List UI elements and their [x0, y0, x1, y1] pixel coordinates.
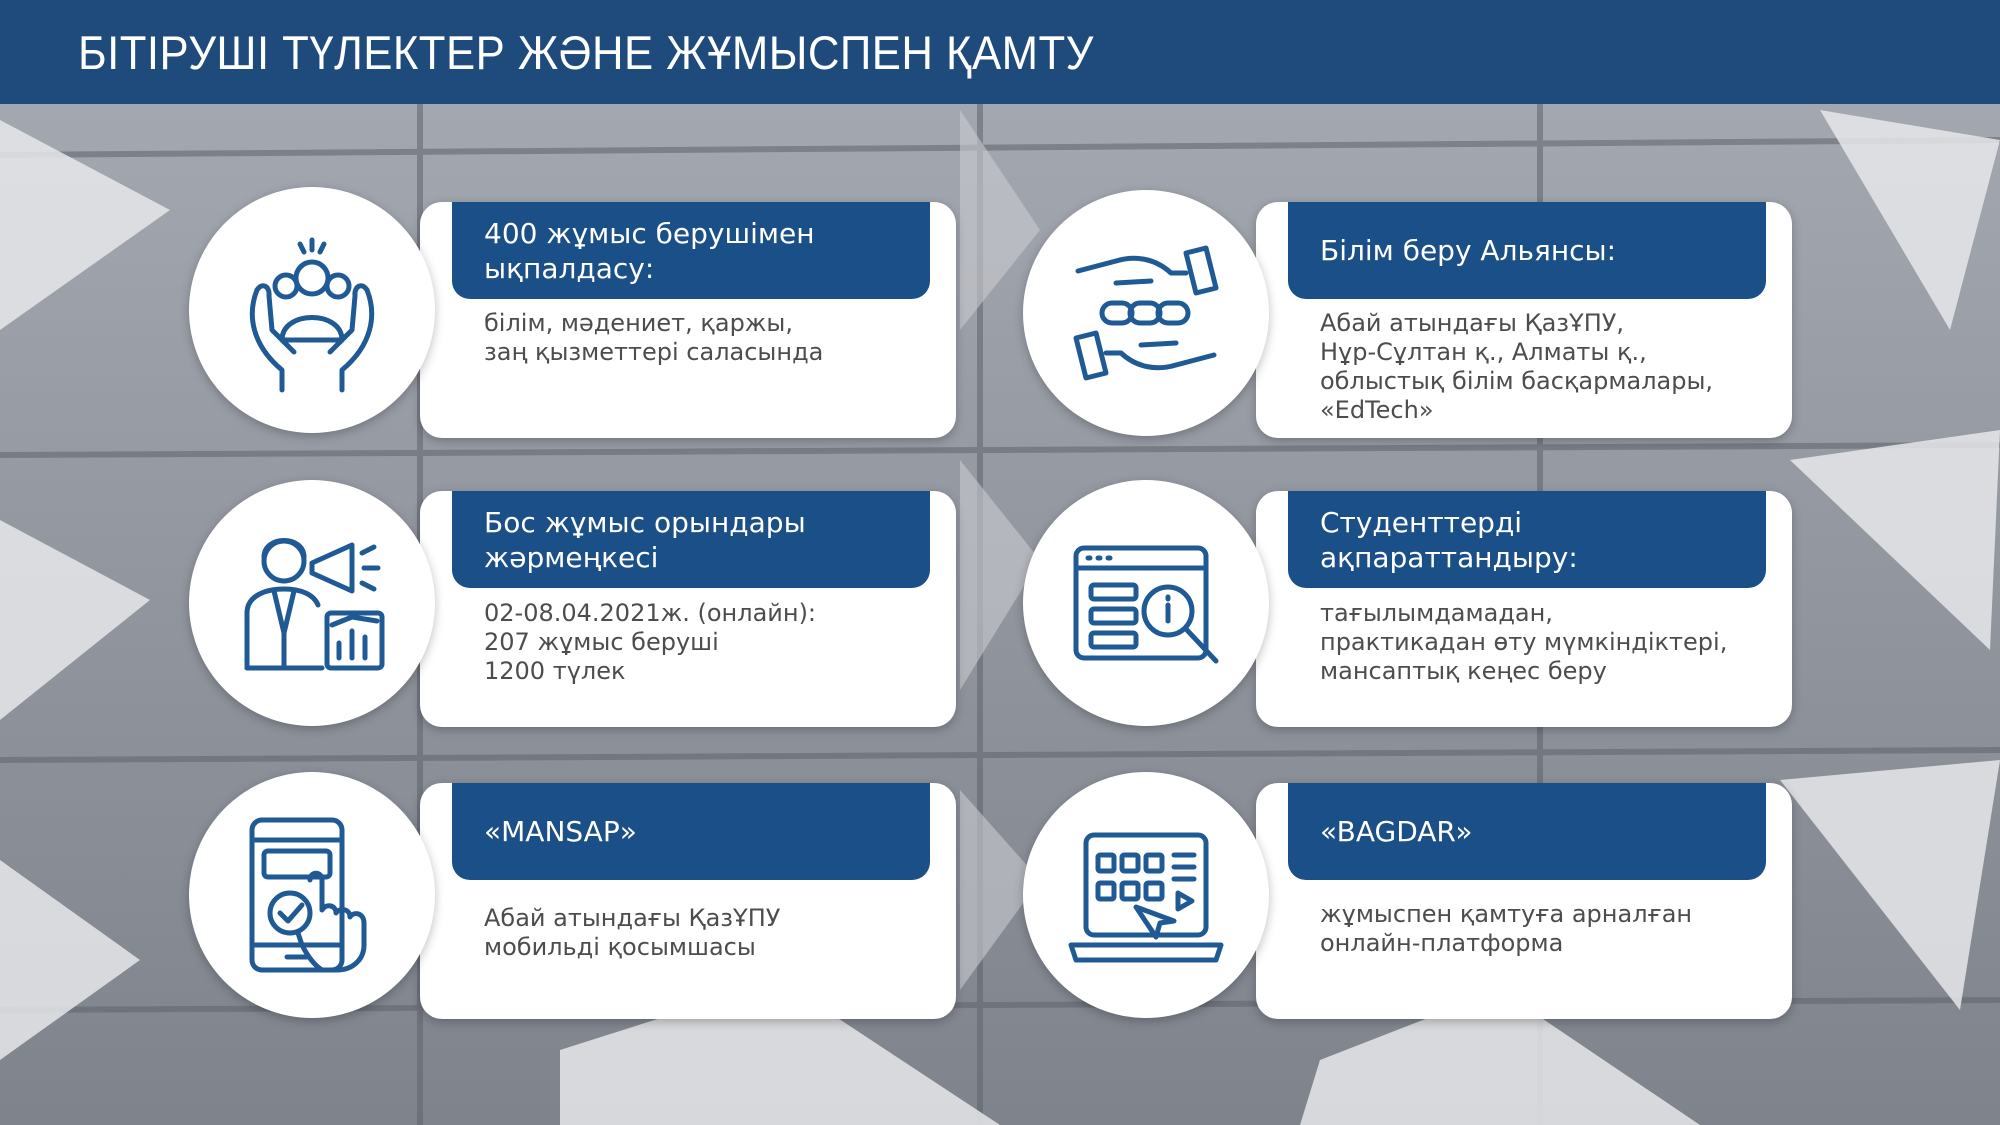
card-text: білім, мәдениет, қаржы, заң қызметтері саласында	[484, 309, 824, 366]
title-bar	[0, 0, 2000, 104]
card-employer-integration	[420, 202, 956, 438]
card-title: Студенттерді ақпараттандыру:	[1288, 491, 1766, 588]
card-title: «BAGDAR»	[1288, 783, 1766, 880]
card-text: 02-08.04.2021ж. (онлайн): 207 жұмыс беруші 1200 түлек	[484, 599, 817, 685]
card-mansap	[420, 783, 956, 1019]
card-title: Білім беру Альянсы:	[1288, 202, 1766, 299]
card-text: тағылымдамадан, практикадан өту мүмкіндіктері, мансаптық кеңес беру	[1320, 599, 1728, 685]
card-job-fair	[420, 491, 956, 727]
megaphone-presenter-icon	[189, 480, 435, 726]
mobile-tap-icon	[189, 772, 435, 1018]
page-title: БІТІРУШІ ТҮЛЕКТЕР ЖӘНЕ ЖҰМЫСПЕН ҚАМТУ	[78, 25, 1094, 79]
card-title: Бос жұмыс орындары жәрмеңкесі	[452, 491, 930, 588]
handshake-chain-icon	[1023, 190, 1269, 436]
people-in-hands-icon	[189, 187, 435, 433]
card-text: Абай атындағы ҚазҰПУ, Нұр-Сұлтан қ., Алматы қ., облыстық білім басқармалары, «EdTech»	[1320, 309, 1714, 424]
card-student-information	[1256, 491, 1792, 727]
card-bagdar	[1256, 783, 1792, 1019]
browser-search-info-icon	[1023, 480, 1269, 726]
card-title: 400 жұмыс берушімен ықпалдасу:	[452, 202, 930, 299]
laptop-platform-icon	[1023, 772, 1269, 1018]
card-title: «MANSAP»	[452, 783, 930, 880]
card-education-alliance	[1256, 202, 1792, 438]
card-text: жұмыспен қамтуға арналған онлайн-платформа	[1320, 900, 1693, 957]
card-text: Абай атындағы ҚазҰПУ мобильді қосымшасы	[484, 904, 781, 961]
